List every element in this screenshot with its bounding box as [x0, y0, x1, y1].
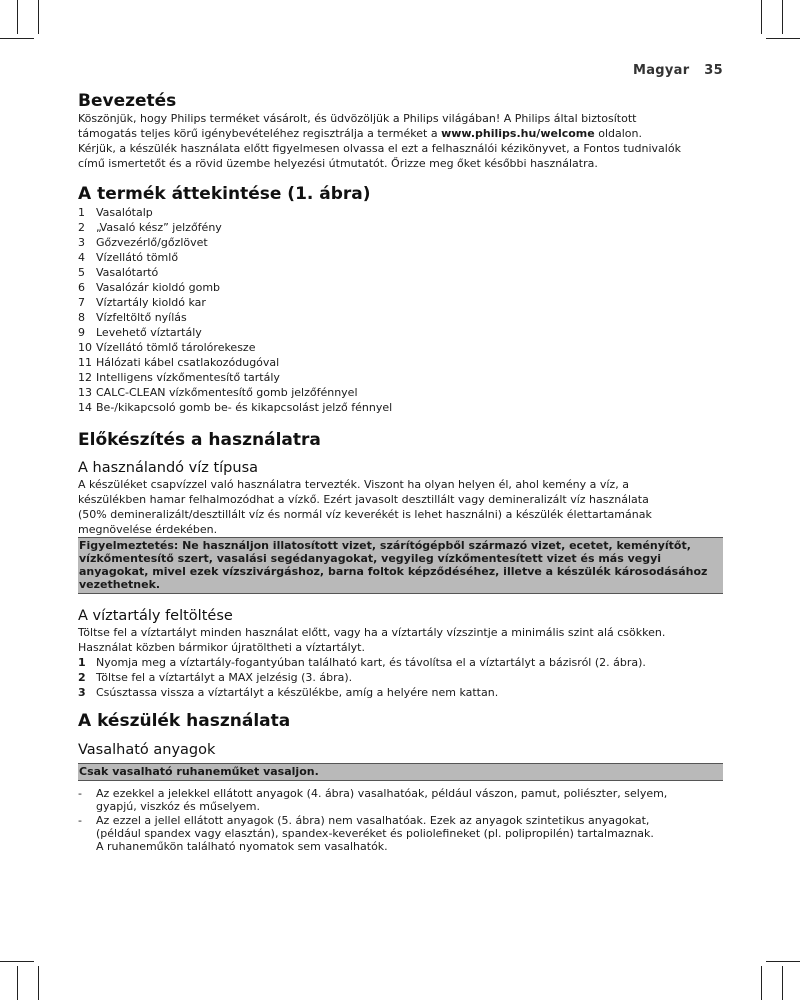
item-number: 6 — [78, 281, 85, 294]
list-item — [78, 355, 723, 370]
crop-mark — [766, 961, 800, 962]
list-item — [78, 400, 723, 415]
item-number: 2 — [78, 221, 85, 234]
usage-section — [78, 711, 723, 853]
list-item — [78, 280, 723, 295]
crop-mark — [17, 0, 18, 34]
item-label: Vasalótalp — [96, 206, 153, 219]
item-label: Be-/kikapcsoló gomb be- és kikapcsolást jelző fénnyel — [96, 401, 393, 414]
welcome-url: www.philips.hu/welcome — [441, 127, 595, 140]
item-label: CALC-CLEAN vízkőmentesítő gomb jelzőfénnyel — [96, 386, 358, 399]
item-number: 7 — [78, 296, 85, 309]
item-label: Levehető víztartály — [96, 326, 202, 339]
list-item: - Az ezzel a jellel ellátott anyagok (5. ábra) nem vasalhatóak. Ezek az anyagok szintetikus anyagokat, (például spandex vagy elasztán), spandex-keveréket és poliolefineket (pl. polipropilén) tartalmaznak. A ruhaneműkön található nyomatok sem vasalhatók. — [78, 814, 654, 853]
item-label: Hálózati kábel csatlakozódugóval — [96, 356, 280, 369]
intro-section — [78, 91, 723, 171]
fill-paragraph: Töltse fel a víztartályt minden használat előtt, vagy ha a víztartály vízszintje a minimális szint alá csökken. Használat közben bármikor újratöltheti a víztartályt. — [78, 626, 666, 654]
fabrics-note: Csak vasalható ruhaneműket vasaljon. — [78, 763, 723, 781]
list-item — [78, 655, 723, 670]
item-number: 1 — [78, 206, 85, 219]
step-number: 1 — [78, 656, 86, 669]
header-language: Magyar — [632, 63, 690, 78]
list-item — [78, 685, 723, 700]
overview-title: A termék áttekintése (1. ábra) — [78, 184, 371, 204]
item-number: 11 — [78, 356, 92, 369]
item-label: Vízellátó tömlő — [96, 251, 179, 264]
usage-title: A készülék használata — [78, 711, 291, 731]
dash-bullet: - — [78, 814, 82, 827]
fabrics-title: Vasalható anyagok — [78, 742, 216, 758]
item-label: Vasalótartó — [96, 266, 159, 279]
list-item — [78, 250, 723, 265]
overview-list — [78, 205, 723, 415]
item-number: 12 — [78, 371, 92, 384]
item-label: „Vasaló kész” jelzőfény — [96, 221, 222, 234]
prep-section — [78, 430, 723, 700]
intro-paragraph-1: Köszönjük, hogy Philips terméket vásárolt, és üdvözöljük a Philips világában! A Philips által biztosított támogatás teljes körű igénybevételéhez regisztrálja a terméket a www.philips.hu/welcome oldalon. — [78, 112, 642, 140]
list-item — [78, 325, 723, 340]
item-label: Víztartály kioldó kar — [96, 296, 206, 309]
item-label: Vízellátó tömlő tárolórekesze — [96, 341, 256, 354]
list-item — [78, 235, 723, 250]
page-number: 35 — [704, 63, 723, 78]
crop-mark — [38, 0, 39, 34]
dash-bullet: - — [78, 787, 82, 800]
step-text: Csúsztassa vissza a víztartályt a készülékbe, amíg a helyére nem kattan. — [96, 686, 499, 699]
fill-title: A víztartály feltöltése — [78, 608, 233, 624]
item-label: Gőzvezérlő/gőzlövet — [96, 236, 208, 249]
step-text: Töltse fel a víztartályt a MAX jelzésig (3. ábra). — [96, 671, 353, 684]
list-item — [78, 670, 723, 685]
item-number: 3 — [78, 236, 85, 249]
crop-mark — [0, 961, 34, 962]
fill-steps — [78, 655, 723, 700]
list-item — [78, 370, 723, 385]
crop-mark — [17, 966, 18, 1000]
item-number: 9 — [78, 326, 85, 339]
list-item — [78, 310, 723, 325]
crop-mark — [766, 38, 800, 39]
crop-mark — [761, 0, 762, 34]
water-type-title: A használandó víz típusa — [78, 460, 259, 476]
crop-mark — [761, 966, 762, 1000]
list-item — [78, 340, 723, 355]
list-item — [78, 265, 723, 280]
item-number: 10 — [78, 341, 92, 354]
item-label: Vízfeltöltő nyílás — [96, 311, 187, 324]
fabrics-list — [78, 787, 723, 853]
intro-paragraph-2: Kérjük, a készülék használata előtt figyelmesen olvassa el ezt a felhasználói kézikönyvet, a Fontos tudnivalók című ismertetőt és a rövid üzembe helyezési útmutatót. Őrizze meg őket későbbi használatra. — [78, 142, 681, 170]
page-content — [78, 60, 723, 854]
list-item: - Az ezekkel a jelekkel ellátott anyagok (4. ábra) vasalhatóak, például vászon, pamut, poliészter, selyem, gyapjú, viszkóz és műselyem. — [78, 787, 668, 813]
crop-mark — [38, 966, 39, 1000]
item-label: Intelligens vízkőmentesítő tartály — [96, 371, 280, 384]
item-number: 14 — [78, 401, 92, 414]
list-item — [78, 205, 723, 220]
prep-title: Előkészítés a használatra — [78, 430, 321, 450]
list-item — [78, 385, 723, 400]
step-text: Nyomja meg a víztartály-fogantyúban található kart, és távolítsa el a víztartályt a bázisról (2. ábra). — [96, 656, 646, 669]
crop-mark — [0, 38, 34, 39]
item-label: Vasalózár kioldó gomb — [96, 281, 221, 294]
crop-mark — [782, 966, 783, 1000]
item-number: 5 — [78, 266, 85, 279]
item-number: 8 — [78, 311, 85, 324]
water-type-paragraph: A készüléket csapvízzel való használatra tervezték. Viszont ha olyan helyen él, ahol kemény a víz, a készülékben hamar felhalmozódhat a vízkő. Ezért javasolt desztillált vagy demineralizált víz használata (50% demineralizált/desztillált víz és normál víz keverékét is lehet használni) a készülék élettartamának megnövelése érdekében. — [78, 478, 652, 536]
list-item — [78, 295, 723, 310]
item-number: 4 — [78, 251, 85, 264]
overview-section — [78, 184, 723, 415]
item-number: 13 — [78, 386, 92, 399]
warning-box: Figyelmeztetés: Ne használjon illatosított vizet, szárítógépből származó vizet, ecetet, keményítőt, vízkőmentesítő szert, vasalási segédanyagokat, vegyileg vízkőmentesített vizet és más vegyi anyagokat, mivel ezek vízszivárgáshoz, barna foltok képződéséhez, illetve a készülék károsodásához vezethetnek. — [78, 537, 723, 594]
list-item — [78, 220, 723, 235]
crop-mark — [782, 0, 783, 34]
step-number: 3 — [78, 686, 86, 699]
step-number: 2 — [78, 671, 86, 684]
intro-title: Bevezetés — [78, 91, 177, 111]
